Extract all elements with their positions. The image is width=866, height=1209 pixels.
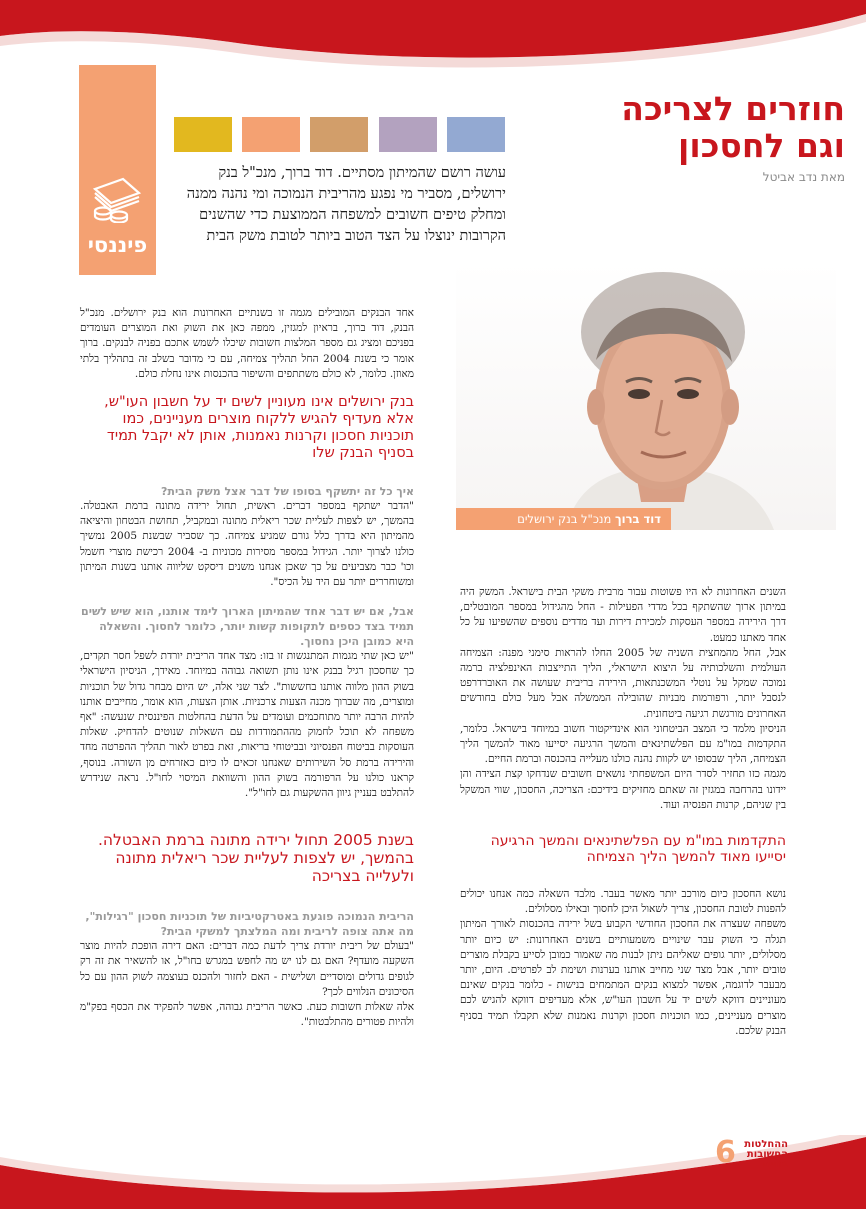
- portrait-photo: [456, 262, 836, 530]
- left-paragraph-1: אחד הבנקים המובילים מגמה זו בשנתיים האחרונות הוא בנק ירושלים. מנכ"ל הבנק, דוד ברוך, בראיון למגזין, ממפה כאן את השוק ואת המוצרים העומדים בפניכם ומציג גם מספר המלצות חשובות שיכלו לשמש אתכם בפניה לבנקים. ברוך אומר כי בשנת 2004 החל תהליך צמיחה, עם כי מדובר בשלב זה בתהליך בלתי מאוזן. כלומר, לא כולם משתתפים והשיפור בהכנסות אינו נחלת כולם.: [80, 307, 414, 380]
- left-answer-3a: "בעולם של ריבית יורדת צריך לדעת כמה דברים: האם דירה הופכת להיות מוצר השקעה מועדף? האם גם לנו יש מה לחפש במגרש בחו"ל, או להשאיר את זה רק לגופים גדולים ומוסדיים ושלישית - האם לחזור ולהכנס בעוצמה לשוק ההון עם כל הסיכונים הנלווים לכך?: [80, 940, 414, 998]
- left-column: [80, 306, 414, 1030]
- color-swatch-blue: [447, 117, 505, 152]
- section-label: פיננסי: [87, 233, 148, 257]
- title-line-1: חוזרים לצריכה: [621, 89, 845, 128]
- right-paragraph-3: הניסיון מלמד כי המצב הביטחוני הוא אינדיקטור חשוב במיוחד בישראל. כלומר, התקדמות במו"מ עם הפלשתינאים והמשך הרגיעה יסייעו מאוד להמשך הליך הצמיחה, הליך שבסופו יש לקוות נהנה כולנו מעלייה בהכנסה וברמת החיים.: [460, 722, 786, 766]
- logo-line-3: בחיים: [762, 1159, 788, 1170]
- color-swatch-orange: [242, 117, 300, 152]
- section-tab: [79, 65, 156, 275]
- logo-line-1: ההחלטות: [744, 1139, 788, 1150]
- left-question-1: איך כל זה יתשקף בסופו של דבר אצל משק הבית?: [161, 485, 414, 499]
- color-swatch-yellow: [174, 117, 232, 152]
- byline: מאת נדב אביטל: [762, 170, 845, 184]
- caption-name: דוד ברוך: [615, 512, 661, 526]
- logo-line-2: החשובות: [746, 1149, 788, 1160]
- caption-role: מנכ"ל בנק ירושלים: [517, 512, 612, 526]
- left-question-3: הריבית הנמוכה פוגעת באטרקטיביות של תוכניות חסכון "רגילות", מה אתה צופה לריבית ומה המלצתך למשקי הבית?: [85, 910, 414, 939]
- right-paragraph-1: השנים האחרונות לא היו פשוטות עבור מרבית משקי הבית בישראל. המשק היה במיתון ארוך שהשתקף בכל מדדי הפעילות - החל מהגידול במספר המובטלים, דרך הירידה במספר העסקות למכירת דירות ועד מדדים נוספים שהשפיעו על כל אחד מאתנו כמעט.: [460, 586, 786, 644]
- right-paragraph-4: מגמה כזו תחזיר לסדר היום המשפחתי נושאים חשובים שנדחקו קצת הצידה והן יידונו בהרחבה במגזין זה שאתם מחזיקים בידיכם: הצריכה, החסכון, שווי המשקל בין שניהם, קרנות הפנסיה ועוד.: [460, 768, 786, 811]
- right-pull-quote: התקדמות במו"מ עם הפלשתינאים והמשך הרגיעה יסייעו מאוד להמשך הליך הצמיחה: [490, 833, 786, 866]
- money-stack-icon: [89, 175, 145, 223]
- color-swatch-tan: [310, 117, 368, 152]
- title-line-2: וגם לחסכון: [678, 126, 845, 165]
- right-paragraph-2: אבל, החל מהמחצית השניה של 2005 החלו להראות סימני מפנה: הצמיחה העולמית והשלכותיה על היצוא הישראלי, הליך התייצבות האינפלציה ברמה נמוכה שמקל על נוטלי המשכנתאות, הירידה בריבית שעושה את האוברדרפט לנסבל יותר, ורפורמות מבניות שהובילה הממשלה אבל מעל כולם בחודשים האחרונים מורגשת רגיעה ביטחונית.: [460, 646, 786, 720]
- right-paragraph-5: נושא החסכון כיום מורכב יותר מאשר בעבר. מלבד השאלה כמה אנחנו יכולים להפנות לטובת החסכון, צריך לשאול היכן לחסוך ובאילו מסלולים.: [460, 888, 786, 916]
- footer-logo: [736, 1140, 788, 1170]
- portrait-illustration: [456, 262, 836, 530]
- left-pull-quote-2: בשנת 2005 תחול ירידה מתונה ברמת האבטלה. בהמשך, יש לצפות לעליית שכר ריאלית מתונה ולעלייה בצריכה: [97, 831, 414, 886]
- right-column: [460, 585, 786, 1039]
- left-pull-quote-1: בנק ירושלים אינו מעוניין לשים יד על חשבון העו"ש, אלא מעדיף להגיש ללקוח מוצרים מעניינים, כמו תוכניות חסכון וקרנות נאמנות, אותן לא יקבל תמיד בסניף הבנק שלו: [104, 394, 414, 462]
- right-paragraph-6: משפחה שעצרה את החסכון החודשי הקבוע בשל ירידה בהכנסות לאורך המיתון תגלה כי השוק עבר שינויים משמעותיים בשנים האחרונות: יש כיום יותר מסלולים, יותר גופים שאליהם ניתן לבנות מה שאמור כמובן לסייע בקבלת מוצרים טובים יותר, אבל מצד שני מחייב אותנו בערנות ושימת לב לפרטים. היום, יותר מבעבר לדוגמה, אפשר למצוא בנקים המתמחים בנישות - כלומר בנקים שאינם מעוניינים דווקא לשים יד על חשבון העו"ש, אלא מעדיפים דווקא להגיש לכם מוצרים מעניינים, כמו תוכניות חסכון וקרנות נאמנות שלא תקבלו תמיד בסניף הבנק שלכם.: [460, 918, 786, 1037]
- color-swatch-purple: [379, 117, 437, 152]
- left-question-2: אבל, אם יש דבר אחד שהמיתון הארוך לימד אותנו, הוא שיש לשים תמיד בצד כספים לתקופות קשות יותר, כלומר לחסוך. והשאלה היא כמובן היכן נחסוך.: [81, 605, 414, 649]
- article-title: [505, 90, 845, 164]
- left-answer-1: "הדבר ישתקף במספר דברים. ראשית, תחול ירידה מתונה ברמת האבטלה. בהמשך, יש לצפות לעליית שכר ריאלית מתונה ובמקביל, תחושת הבטחון והיציאה מהמיתון היא בדרך כלל גורם שמגיע צמיחה. כך שסביר שבשנת 2005 נמשיך כולנו לצרוך יותר. הגידול במספר מסירות מכוניות ב- 2004 רכישת מוצרי חשמל וכו' כבר מצביעים על כך שאכן אנחנו משנים דיסקט שליווה אותנו בשנות המיתון ומשוחררים יותר עם היד על הכיס".: [80, 500, 415, 589]
- page-number: 6: [715, 1135, 736, 1170]
- photo-caption: [456, 508, 671, 530]
- intro-text: עושה רושם שהמיתון מסתיים. דוד ברוך, מנכ"ל בנק ירושלים, מסביר מי נפגע מהריבית הנמוכה ומי נהנה ממנה ומחלק טיפים חשובים למשפחה הממוצעת כדי שהשנים הקרובות ינוצלו על הצד הטוב ביותר לטובת משק הבית: [186, 165, 506, 244]
- left-answer-2: "יש כאן שתי מגמות המתנגשות זו בזו: מצד אחד הריבית יורדת לשפל חסר תקדים, כך שחסכון רגיל בבנק אינו נותן תשואה גבוהה במיוחד. מאידך, הניסיון הישראלי בשוק ההון מלווה אותנו בחששות". לצד שני אלה, יש היום מבחר גדול של תוכניות ומוצרים, מה שברוך מכנה הצעות צרכניות. אותן הצעות, הוא אומר, מחייבים אותנו להיות הרבה יותר מתוחכמים ועומדים על הדעת בהחלטות הפיננסית שנעשה: "אף משפחה לא תוכל לחמוק מההתמודדות עם השאלות שנוטים להדחיק. שאלות העוסקות בביטוח הפנסיוני ובביטוחי בריאות, זאת בפרט לאור תהליך ההפרטה מחד והירידה ברמת סל השירותים שאנחנו זכאים לו כיום כאזרחים מן השורה. בנוסף, קראנו כולנו על הרפורמה בשוק ההון והשוואת המיסוי לחו"ל. נראה שנידרש להתלבט בעניין גיוון ההשקעות גם לחו"ל".: [80, 650, 414, 800]
- left-answer-3b: אלה שאלות חשובות כעת. כאשר הריבית גבוהה, אפשר להפקיד את הכסף בפק"מ ולהיות פטורים מהתלבטות".: [80, 1001, 414, 1029]
